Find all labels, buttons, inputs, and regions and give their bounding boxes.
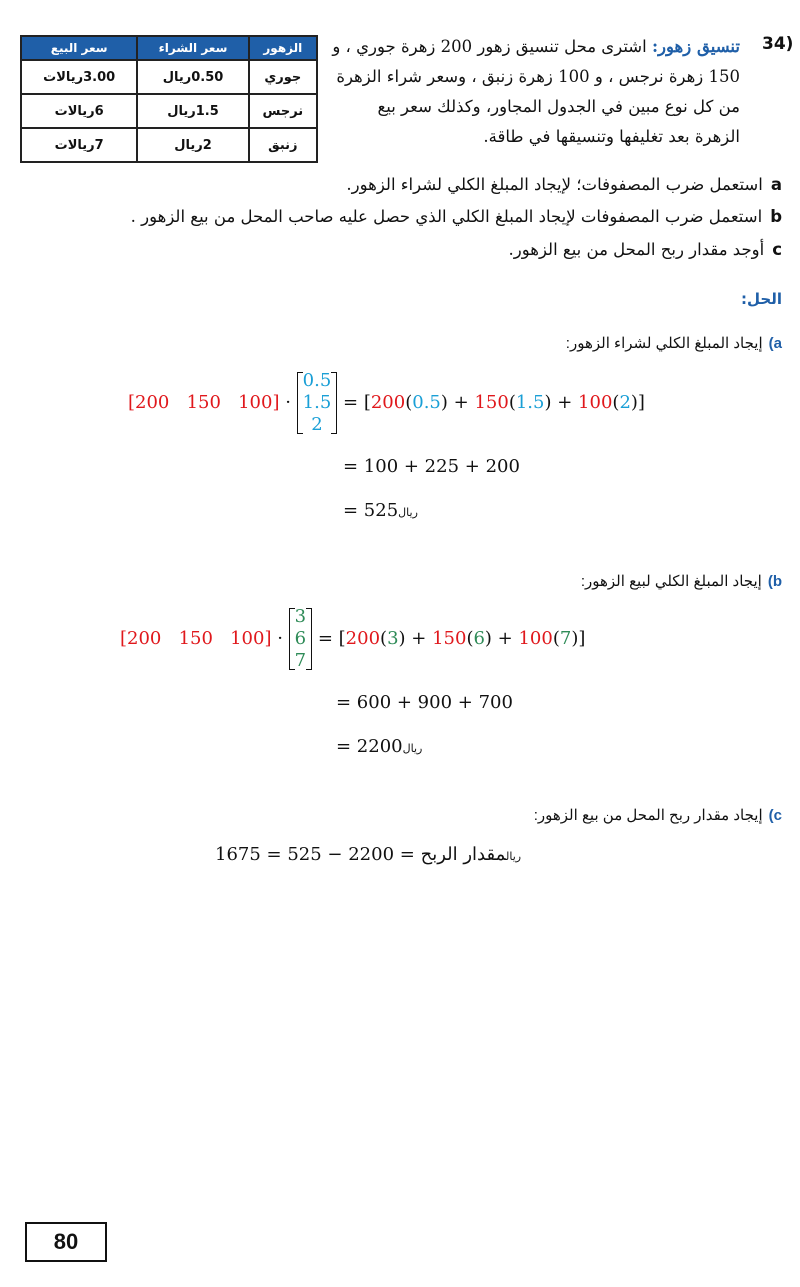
equation-c: ريالمقدار الربح = 2200 − 525 = 1675 — [215, 844, 522, 865]
price-table — [20, 35, 318, 163]
part-b — [131, 207, 782, 226]
table-cell: جوري — [249, 60, 317, 94]
page-number: 80 — [25, 1222, 107, 1262]
table-cell: نرجس — [249, 94, 317, 128]
column-vector: 3 6 7 — [289, 606, 312, 672]
table-cell: 6ريالات — [21, 94, 137, 128]
table-cell: 0.50ريال — [137, 60, 248, 94]
solution-b-heading — [581, 572, 782, 590]
column-vector: 0.5 1.5 2 — [297, 370, 338, 436]
currency-label: ريال — [506, 850, 522, 863]
row-vector: [200 150 100] — [128, 392, 280, 413]
solution-label-b: b) — [767, 573, 782, 590]
table-header: سعر البيع — [21, 36, 137, 60]
solution-label-c: c) — [768, 807, 782, 824]
equation-b-matrix: [200 150 100] · 3 6 7 = [200(3) + 150(6) + 100(7)] — [120, 606, 586, 671]
question-number: 34) — [762, 34, 794, 54]
part-text: أوجد مقدار ربح المحل من بيع الزهور. — [508, 240, 765, 259]
equation-a-matrix: [200 150 100] · 0.5 1.5 2 = [200(0.5) + 150(1.5) + 100(2)] — [128, 370, 645, 435]
part-text: استعمل ضرب المصفوفات لإيجاد المبلغ الكلي الذي حصل عليه صاحب المحل من بيع الزهور . — [130, 207, 763, 226]
equation-a-result: = 525ريال — [343, 500, 418, 521]
table-cell: 3.00ريالات — [21, 60, 137, 94]
solution-label: الحل: — [741, 290, 782, 308]
part-label: a — [770, 175, 782, 194]
part-label: c — [772, 240, 782, 259]
currency-label: ريال — [402, 742, 423, 755]
equation-a-line1: = 100 + 225 + 200 — [343, 456, 520, 477]
table-row — [21, 60, 317, 94]
heading-text: إيجاد المبلغ الكلي لشراء الزهور: — [565, 335, 763, 352]
table-cell: زنبق — [249, 128, 317, 162]
question-title: تنسيق زهور: — [651, 37, 740, 56]
part-label: b — [770, 207, 782, 226]
table-cell: 7ريالات — [21, 128, 137, 162]
table-header: سعر الشراء — [137, 36, 248, 60]
equation-b-result: = 2200ريال — [336, 736, 423, 757]
table-row — [21, 94, 317, 128]
part-text: استعمل ضرب المصفوفات؛ لإيجاد المبلغ الكلي لشراء الزهور. — [346, 175, 763, 194]
question-text — [330, 32, 740, 152]
table-header: الزهور — [249, 36, 317, 60]
table-cell: 2ريال — [137, 128, 248, 162]
table-row — [21, 128, 317, 162]
table-header-row — [21, 36, 317, 60]
part-a — [346, 175, 782, 194]
row-vector: [200 150 100] — [120, 628, 272, 649]
solution-a-heading — [566, 334, 782, 352]
table-cell: 1.5ريال — [137, 94, 248, 128]
question-body: اشترى محل تنسيق زهور 200 زهرة جوري ، و 150 زهرة نرجس ، و 100 زهرة زنبق ، وسعر شراء الزهرة من كل نوع مبين في الجدول المجاور، وكذلك سعر بيع الزهرة بعد تغليفها وتنسيقها في طاقة. — [332, 37, 740, 146]
heading-text: إيجاد مقدار ربح المحل من بيع الزهور: — [533, 807, 763, 824]
part-c — [509, 240, 782, 259]
heading-text: إيجاد المبلغ الكلي لبيع الزهور: — [580, 573, 762, 590]
solution-c-heading — [534, 806, 782, 824]
currency-label: ريال — [398, 506, 418, 519]
equation-b-line1: = 600 + 900 + 700 — [336, 692, 513, 713]
solution-label-a: a) — [768, 335, 782, 352]
